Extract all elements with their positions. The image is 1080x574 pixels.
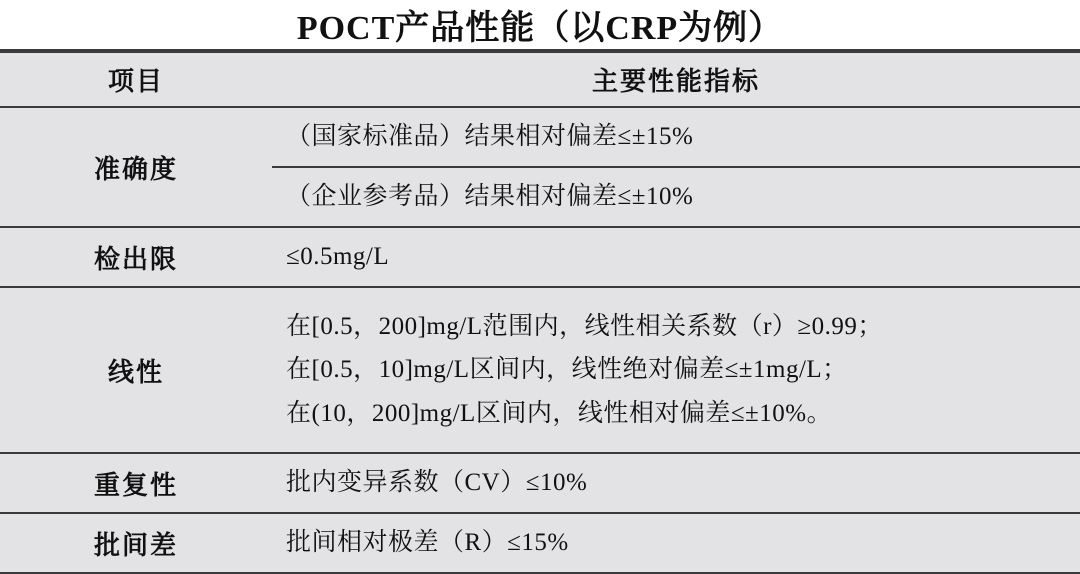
table-row — [0, 107, 1080, 167]
linearity-line-2: 在[0.5，10]mg/L区间内，线性绝对偏差≤±1mg/L； — [286, 356, 848, 384]
column-header-metrics: 主要性能指标 — [272, 52, 1080, 107]
page-title: POCT产品性能（以CRP为例） — [296, 10, 784, 47]
row-value-repeatability: 批内变异系数（CV）≤10% — [272, 453, 1080, 513]
linearity-line-3: 在(10，200]mg/L区间内，线性相对偏差≤±10%。 — [286, 399, 833, 427]
table-row — [0, 227, 1080, 287]
table-row — [0, 287, 1080, 453]
table-title-row — [0, 0, 1080, 51]
row-label-detection-limit: 检出限 — [0, 227, 272, 287]
table-header-row — [0, 52, 1080, 107]
linearity-line-1: 在[0.5，200]mg/L范围内，线性相关系数（r）≥0.99； — [286, 312, 883, 340]
row-label-linearity: 线性 — [0, 287, 272, 453]
table-row — [0, 513, 1080, 573]
specification-table — [0, 51, 1080, 574]
table-row — [0, 453, 1080, 513]
row-label-lot-to-lot: 批间差 — [0, 513, 272, 573]
row-value-accuracy-national: （国家标准品）结果相对偏差≤±15% — [272, 107, 1080, 167]
row-label-repeatability: 重复性 — [0, 453, 272, 513]
row-label-accuracy: 准确度 — [0, 107, 272, 227]
row-value-linearity — [272, 287, 1080, 453]
column-header-item: 项目 — [0, 52, 272, 107]
row-value-lot-to-lot: 批间相对极差（R）≤15% — [272, 513, 1080, 573]
row-value-detection-limit: ≤0.5mg/L — [272, 227, 1080, 287]
row-value-accuracy-enterprise: （企业参考品）结果相对偏差≤±10% — [272, 167, 1080, 227]
